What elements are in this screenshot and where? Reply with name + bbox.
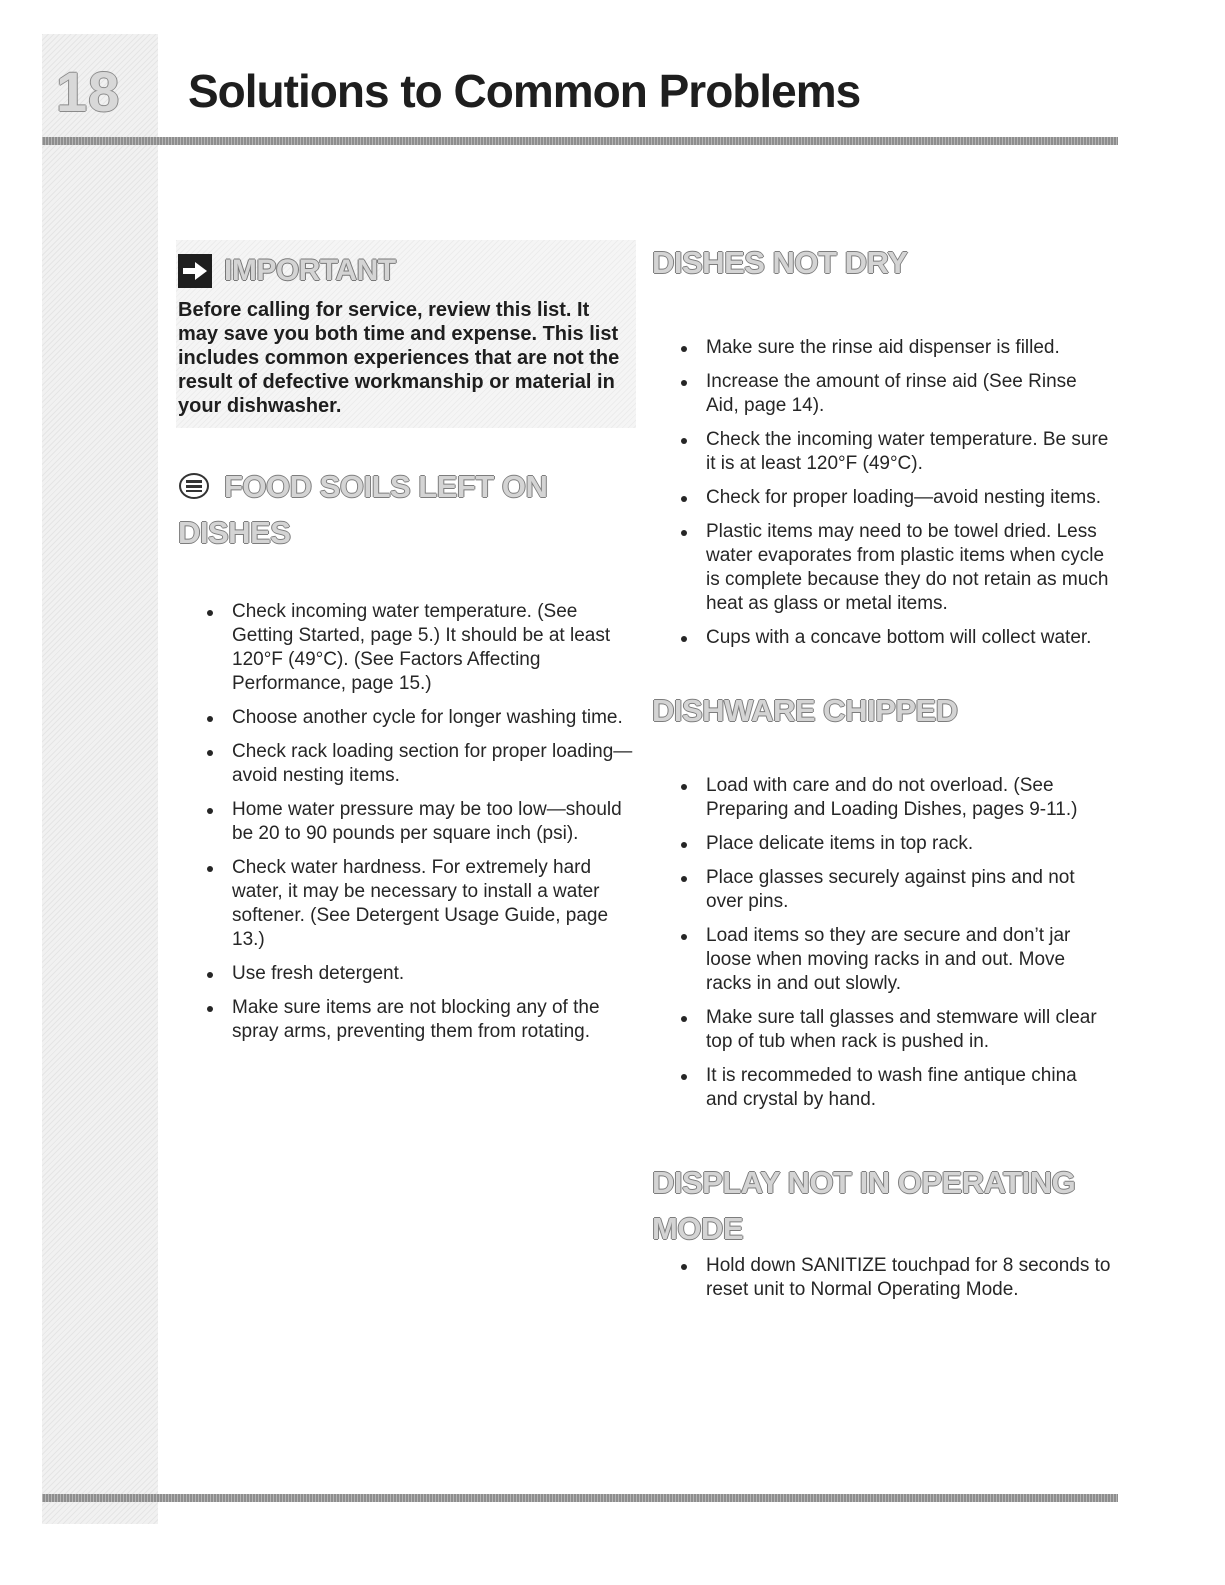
list-item: Home water pressure may be too low—should be 20 to 90 pounds per square inch (psi). bbox=[200, 798, 638, 846]
arrow-right-icon bbox=[178, 254, 212, 288]
list-item: Make sure items are not blocking any of the spray arms, preventing them from rotating. bbox=[200, 996, 638, 1044]
header-rule bbox=[42, 137, 1118, 145]
list-item: Load items so they are secure and don’t jar loose when moving racks in and out. Move racks in and out slowly. bbox=[674, 924, 1112, 996]
list-item: Cups with a concave bottom will collect water. bbox=[674, 626, 1112, 650]
list-item: Choose another cycle for longer washing time. bbox=[200, 706, 638, 730]
dishes-icon bbox=[178, 469, 210, 501]
left-column bbox=[178, 240, 638, 1054]
list-item: Load with care and do not overload. (See Preparing and Loading Dishes, pages 9-11.) bbox=[674, 774, 1112, 822]
dishes-not-dry-heading: DISHES NOT DRY bbox=[652, 245, 908, 280]
list-item: Use fresh detergent. bbox=[200, 962, 638, 986]
important-text: Before calling for service, review this list. It may save you both time and expense. This list includes common experiences that are not the result of defective workmanship or material in your dishwasher. bbox=[178, 299, 620, 417]
dishes-not-dry-list bbox=[674, 336, 1112, 650]
list-item: Check incoming water temperature. (See Getting Started, page 5.) It should be at least 120°F (49°C). (See Factors Affecting Performance, page 15.) bbox=[200, 600, 638, 696]
important-heading: IMPORTANT bbox=[224, 254, 396, 287]
food-soils-heading-line1: FOOD SOILS LEFT ON bbox=[224, 469, 548, 504]
page-number: 18 bbox=[56, 60, 121, 123]
dishware-chipped-heading: DISHWARE CHIPPED bbox=[652, 693, 958, 728]
list-item: Check rack loading section for proper loading—avoid nesting items. bbox=[200, 740, 638, 788]
list-item: Increase the amount of rinse aid (See Rinse Aid, page 14). bbox=[674, 370, 1112, 418]
dishware-chipped-list bbox=[674, 774, 1112, 1112]
important-notice bbox=[176, 240, 636, 428]
list-item: Hold down SANITIZE touchpad for 8 seconds to reset unit to Normal Operating Mode. bbox=[674, 1254, 1112, 1302]
list-item: Place delicate items in top rack. bbox=[674, 832, 1112, 856]
list-item: Check for proper loading—avoid nesting items. bbox=[674, 486, 1112, 510]
list-item: Plastic items may need to be towel dried. Less water evaporates from plastic items when cycle is complete because they do not retain as much heat as glass or metal items. bbox=[674, 520, 1112, 616]
display-mode-heading: DISPLAY NOT IN OPERATING MODE bbox=[652, 1165, 1076, 1246]
footer-rule bbox=[42, 1494, 1118, 1502]
list-item: Check the incoming water temperature. Be sure it is at least 120°F (49°C). bbox=[674, 428, 1112, 476]
food-soils-heading bbox=[178, 464, 638, 556]
important-header bbox=[178, 254, 630, 288]
page-title: Solutions to Common Problems bbox=[188, 65, 861, 117]
list-item: Place glasses securely against pins and not over pins. bbox=[674, 866, 1112, 914]
food-soils-list bbox=[200, 600, 638, 1044]
right-column bbox=[652, 240, 1112, 1312]
list-item: Check water hardness. For extremely hard water, it may be necessary to install a water softener. (See Detergent Usage Guide, page 13.) bbox=[200, 856, 638, 952]
food-soils-heading-line2: DISHES bbox=[178, 515, 291, 550]
list-item: Make sure the rinse aid dispenser is filled. bbox=[674, 336, 1112, 360]
display-mode-list bbox=[674, 1254, 1112, 1302]
side-strip-decoration bbox=[42, 34, 158, 1524]
list-item: Make sure tall glasses and stemware will clear top of tub when rack is pushed in. bbox=[674, 1006, 1112, 1054]
list-item: It is recommeded to wash fine antique china and crystal by hand. bbox=[674, 1064, 1112, 1112]
